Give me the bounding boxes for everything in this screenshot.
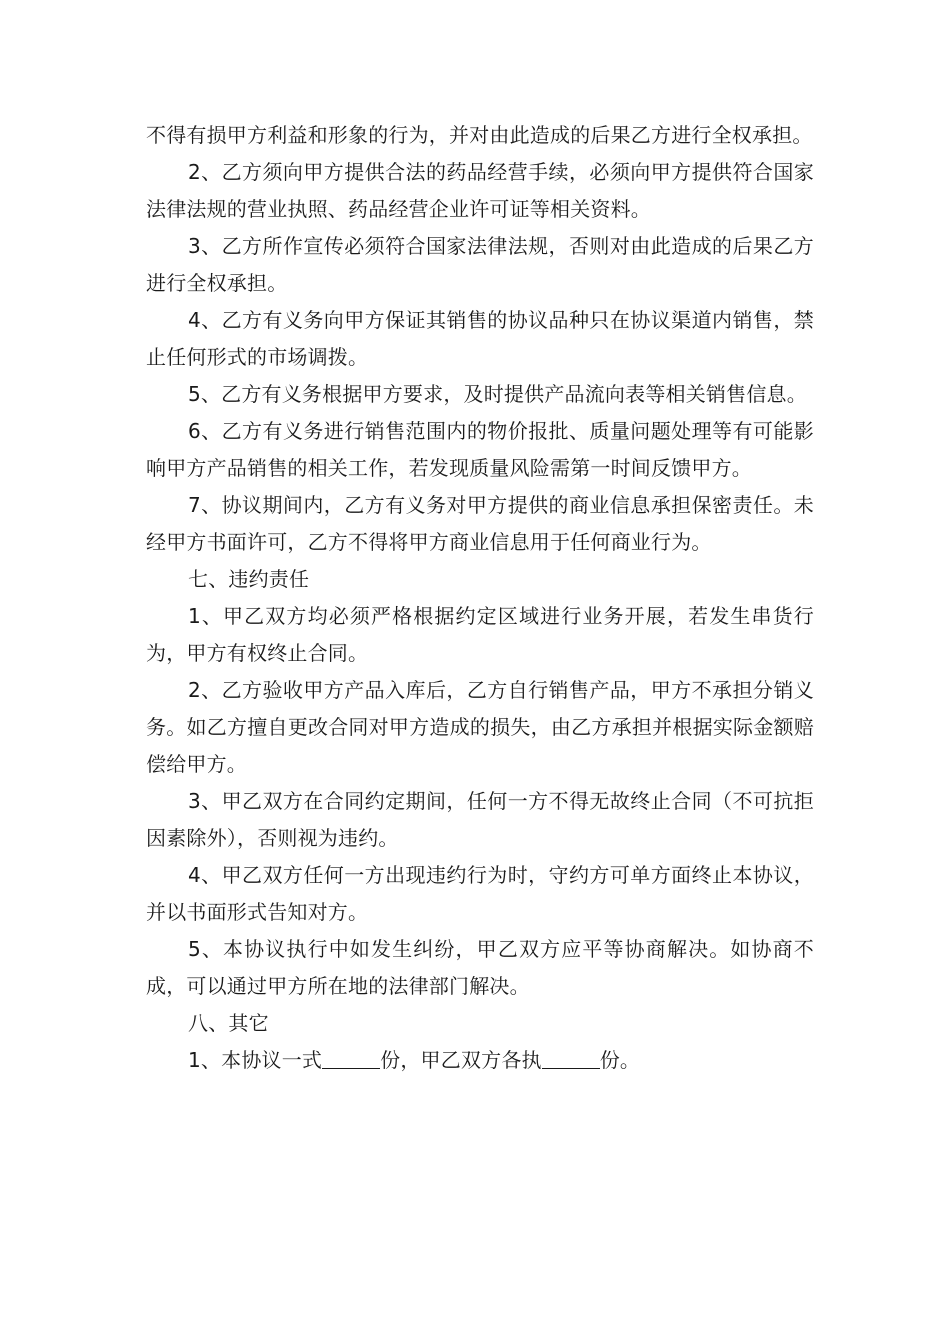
paragraph-copies bbox=[146, 1042, 814, 1079]
copies-text-3: 份。 bbox=[599, 1048, 641, 1072]
paragraph-2: 2、乙方须向甲方提供合法的药品经营手续，必须向甲方提供符合国家法律法规的营业执照、药品经营企业许可证等相关资料。 bbox=[146, 160, 814, 221]
copies-text-1: 1、本协议一式 bbox=[188, 1048, 323, 1072]
copies-each-blank bbox=[542, 1048, 600, 1069]
paragraph-12: 4、甲乙双方任何一方出现违约行为时，守约方可单方面终止本协议，并以书面形式告知对方。 bbox=[146, 863, 814, 924]
paragraph-10: 2、乙方验收甲方产品入库后，乙方自行销售产品，甲方不承担分销义务。如乙方擅自更改合同对甲方造成的损失，由乙方承担并根据实际金额赔偿给甲方。 bbox=[146, 678, 814, 776]
paragraph-4: 4、乙方有义务向甲方保证其销售的协议品种只在协议渠道内销售，禁止任何形式的市场调拨。 bbox=[146, 308, 814, 369]
paragraph-1: 不得有损甲方利益和形象的行为，并对由此造成的后果乙方进行全权承担。 bbox=[146, 123, 813, 147]
paragraph-11: 3、甲乙双方在合同约定期间，任何一方不得无故终止合同（不可抗拒因素除外），否则视为违约。 bbox=[146, 789, 814, 850]
paragraph-3: 3、乙方所作宣传必须符合国家法律法规，否则对由此造成的后果乙方进行全权承担。 bbox=[146, 234, 814, 295]
copies-text-2: 份，甲乙双方各执 bbox=[380, 1048, 542, 1072]
section-heading-other: 八、其它 bbox=[188, 1011, 269, 1035]
paragraph-13: 5、本协议执行中如发生纠纷，甲乙双方应平等协商解决。如协商不成，可以通过甲方所在地的法律部门解决。 bbox=[146, 937, 814, 998]
section-heading-breach: 七、违约责任 bbox=[188, 567, 310, 591]
paragraph-5: 5、乙方有义务根据甲方要求，及时提供产品流向表等相关销售信息。 bbox=[188, 382, 807, 406]
document-body bbox=[146, 117, 814, 1079]
paragraph-6: 6、乙方有义务进行销售范围内的物价报批、质量问题处理等有可能影响甲方产品销售的相关工作，若发现质量风险需第一时间反馈甲方。 bbox=[146, 419, 814, 480]
paragraph-9: 1、甲乙双方均必须严格根据约定区域进行业务开展，若发生串货行为，甲方有权终止合同。 bbox=[146, 604, 814, 665]
copies-total-blank bbox=[322, 1048, 380, 1069]
paragraph-7: 7、协议期间内，乙方有义务对甲方提供的商业信息承担保密责任。未经甲方书面许可，乙方不得将甲方商业信息用于任何商业行为。 bbox=[146, 493, 814, 554]
